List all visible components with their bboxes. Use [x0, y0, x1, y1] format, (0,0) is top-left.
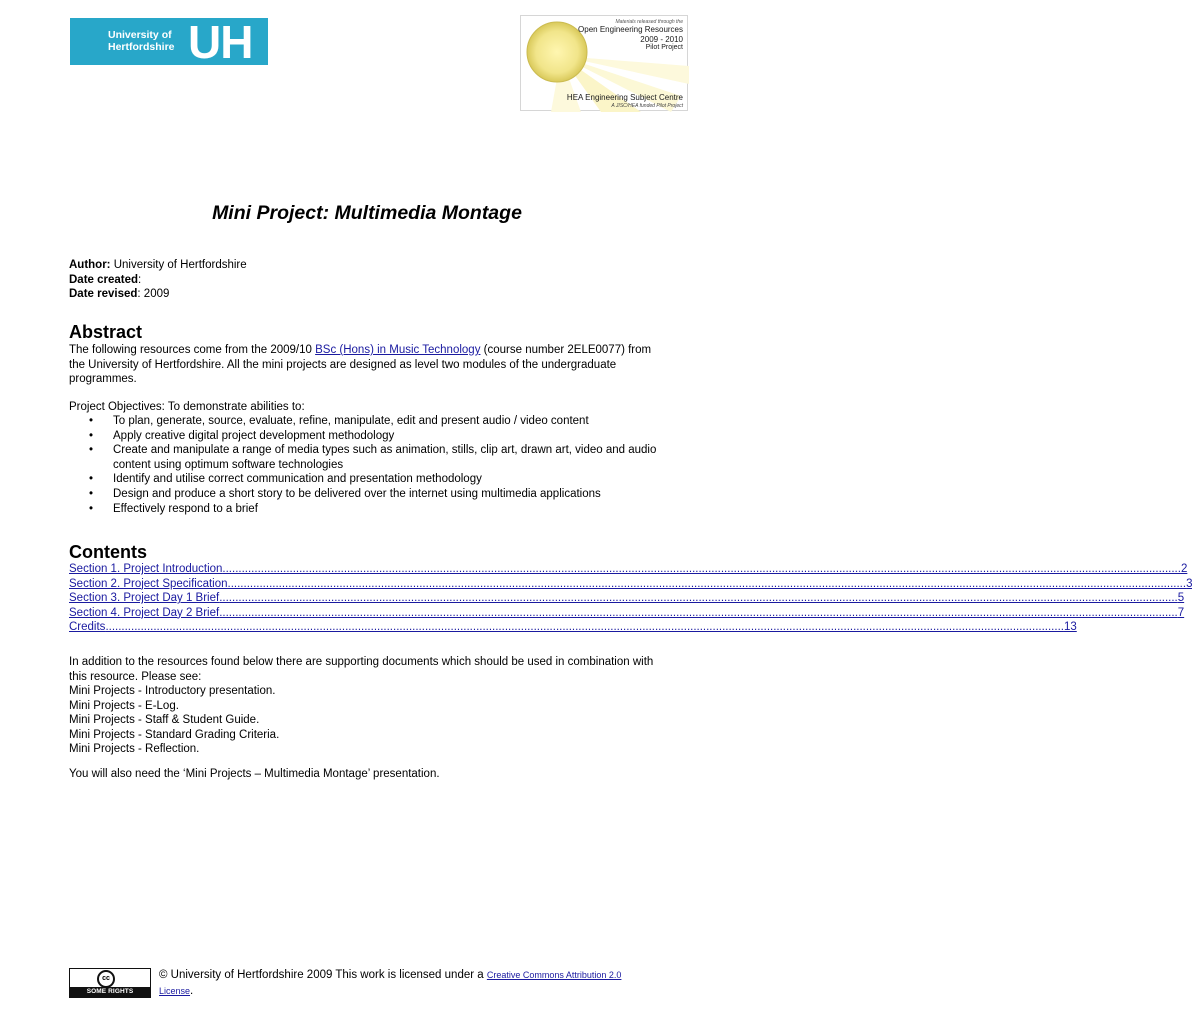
toc-leader: ............................................................................................................................................................................................................................................................................................................ [105, 621, 1064, 634]
abstract-heading: Abstract [69, 322, 143, 342]
open-engineering-resources-badge: Materials released through the Open Engineering Resources 2009 - 2010 Pilot Project HEA Engineering Subject Centre A JISC/HEA funded Pilot Project [520, 15, 688, 111]
list-item: • Create and manipulate a range of media types such as animation, stills, clip art, drawn art, video and audio content using optimum software technologies [89, 444, 657, 471]
list-item: Mini Projects - Staff & Student Guide. [69, 714, 260, 726]
toc-leader: ............................................................................................................................................................................................................................................................................................................ [219, 592, 1178, 605]
university-logo [70, 16, 268, 68]
date-revised-line: Date revised: 2009 [69, 288, 170, 300]
list-item: Mini Projects - Standard Grading Criteria. [69, 728, 280, 741]
license-link[interactable]: License [159, 986, 191, 996]
bullet-icon: • [89, 473, 94, 486]
document-meta [69, 258, 247, 302]
table-of-contents [69, 562, 1192, 635]
toc-leader: ............................................................................................................................................................................................................................................................................................................ [227, 577, 1187, 590]
bullet-icon: • [89, 429, 94, 442]
list-item: • Effectively respond to a brief [89, 502, 258, 515]
uh-mark: UH [188, 16, 253, 68]
list-item: Mini Projects - Introductory presentation. [69, 685, 276, 697]
list-item: • Design and produce a short story to be delivered over the internet using multimedia applications [89, 487, 601, 500]
toc-entry-credits[interactable]: Credits ............................................................................................................................................................................................................................................................................................................ 13 [69, 621, 1077, 634]
date-created-line: Date created: [69, 273, 142, 286]
toc-entry-section-4[interactable]: Section 4. Project Day 2 Brief ............................................................................................................................................................................................................................................................................................................ 7 [69, 606, 1185, 619]
license-footer: © University of Hertfordshire 2009 This work is licensed under a Creative Commons Attribution 2.0 License. [159, 969, 622, 997]
bullet-icon: • [89, 415, 94, 427]
supporting-docs-list [69, 684, 669, 757]
supporting-intro: In addition to the resources found below there are supporting documents which should be used in combination with this resource. Please see: [69, 656, 654, 683]
objectives-list [69, 414, 669, 516]
list-item: Mini Projects - Reflection. [69, 743, 200, 755]
toc-leader: ............................................................................................................................................................................................................................................................................................................ [219, 606, 1178, 619]
list-item: Mini Projects - E-Log. [69, 699, 179, 712]
toc-entry-section-2[interactable]: Section 2. Project Specification ............................................................................................................................................................................................................................................................................................................ 3 [69, 577, 1192, 590]
list-item: • To plan, generate, source, evaluate, refine, manipulate, edit and present audio / video content [89, 415, 589, 427]
objectives-intro: Project Objectives: To demonstrate abilities to: [69, 401, 305, 413]
author-line: Author: University of Hertfordshire [69, 259, 247, 271]
cc-icon: cc [97, 970, 115, 988]
contents-heading: Contents [69, 542, 147, 562]
list-item: • Apply creative digital project development methodology [89, 429, 395, 442]
creative-commons-license-link[interactable]: Creative Commons Attribution 2.0 [486, 970, 622, 980]
university-logo-text: University of Hertfordshire [108, 29, 175, 53]
toc-entry-section-1[interactable]: Section 1. Project Introduction ............................................................................................................................................................................................................................................................................................................ 2 [69, 563, 1188, 575]
creative-commons-badge[interactable] [69, 968, 151, 1005]
toc-entry-section-3[interactable]: Section 3. Project Day 1 Brief ............................................................................................................................................................................................................................................................................................................ 5 [69, 592, 1185, 605]
bullet-icon: • [89, 487, 94, 500]
bullet-icon: • [89, 502, 94, 515]
some-rights-reserved-label: SOME RIGHTS RESERVED [70, 987, 150, 997]
document-title: Mini Project: Multimedia Montage [212, 202, 522, 224]
presentation-note: You will also need the ‘Mini Projects – Multimedia Montage’ presentation. [69, 768, 440, 780]
music-technology-link[interactable]: BSc (Hons) in Music Technology [315, 344, 481, 356]
bullet-icon: • [89, 444, 94, 457]
toc-leader: ............................................................................................................................................................................................................................................................................................................ [222, 563, 1181, 575]
list-item: • Identify and utilise correct communication and presentation methodology [89, 473, 482, 486]
abstract-paragraph: The following resources come from the 2009/10 BSc (Hons) in Music Technology (course number 2ELE0077) from the University of Hertfordshire. All the mini projects are designed as level two modules of the undergraduate programmes. [69, 344, 652, 385]
